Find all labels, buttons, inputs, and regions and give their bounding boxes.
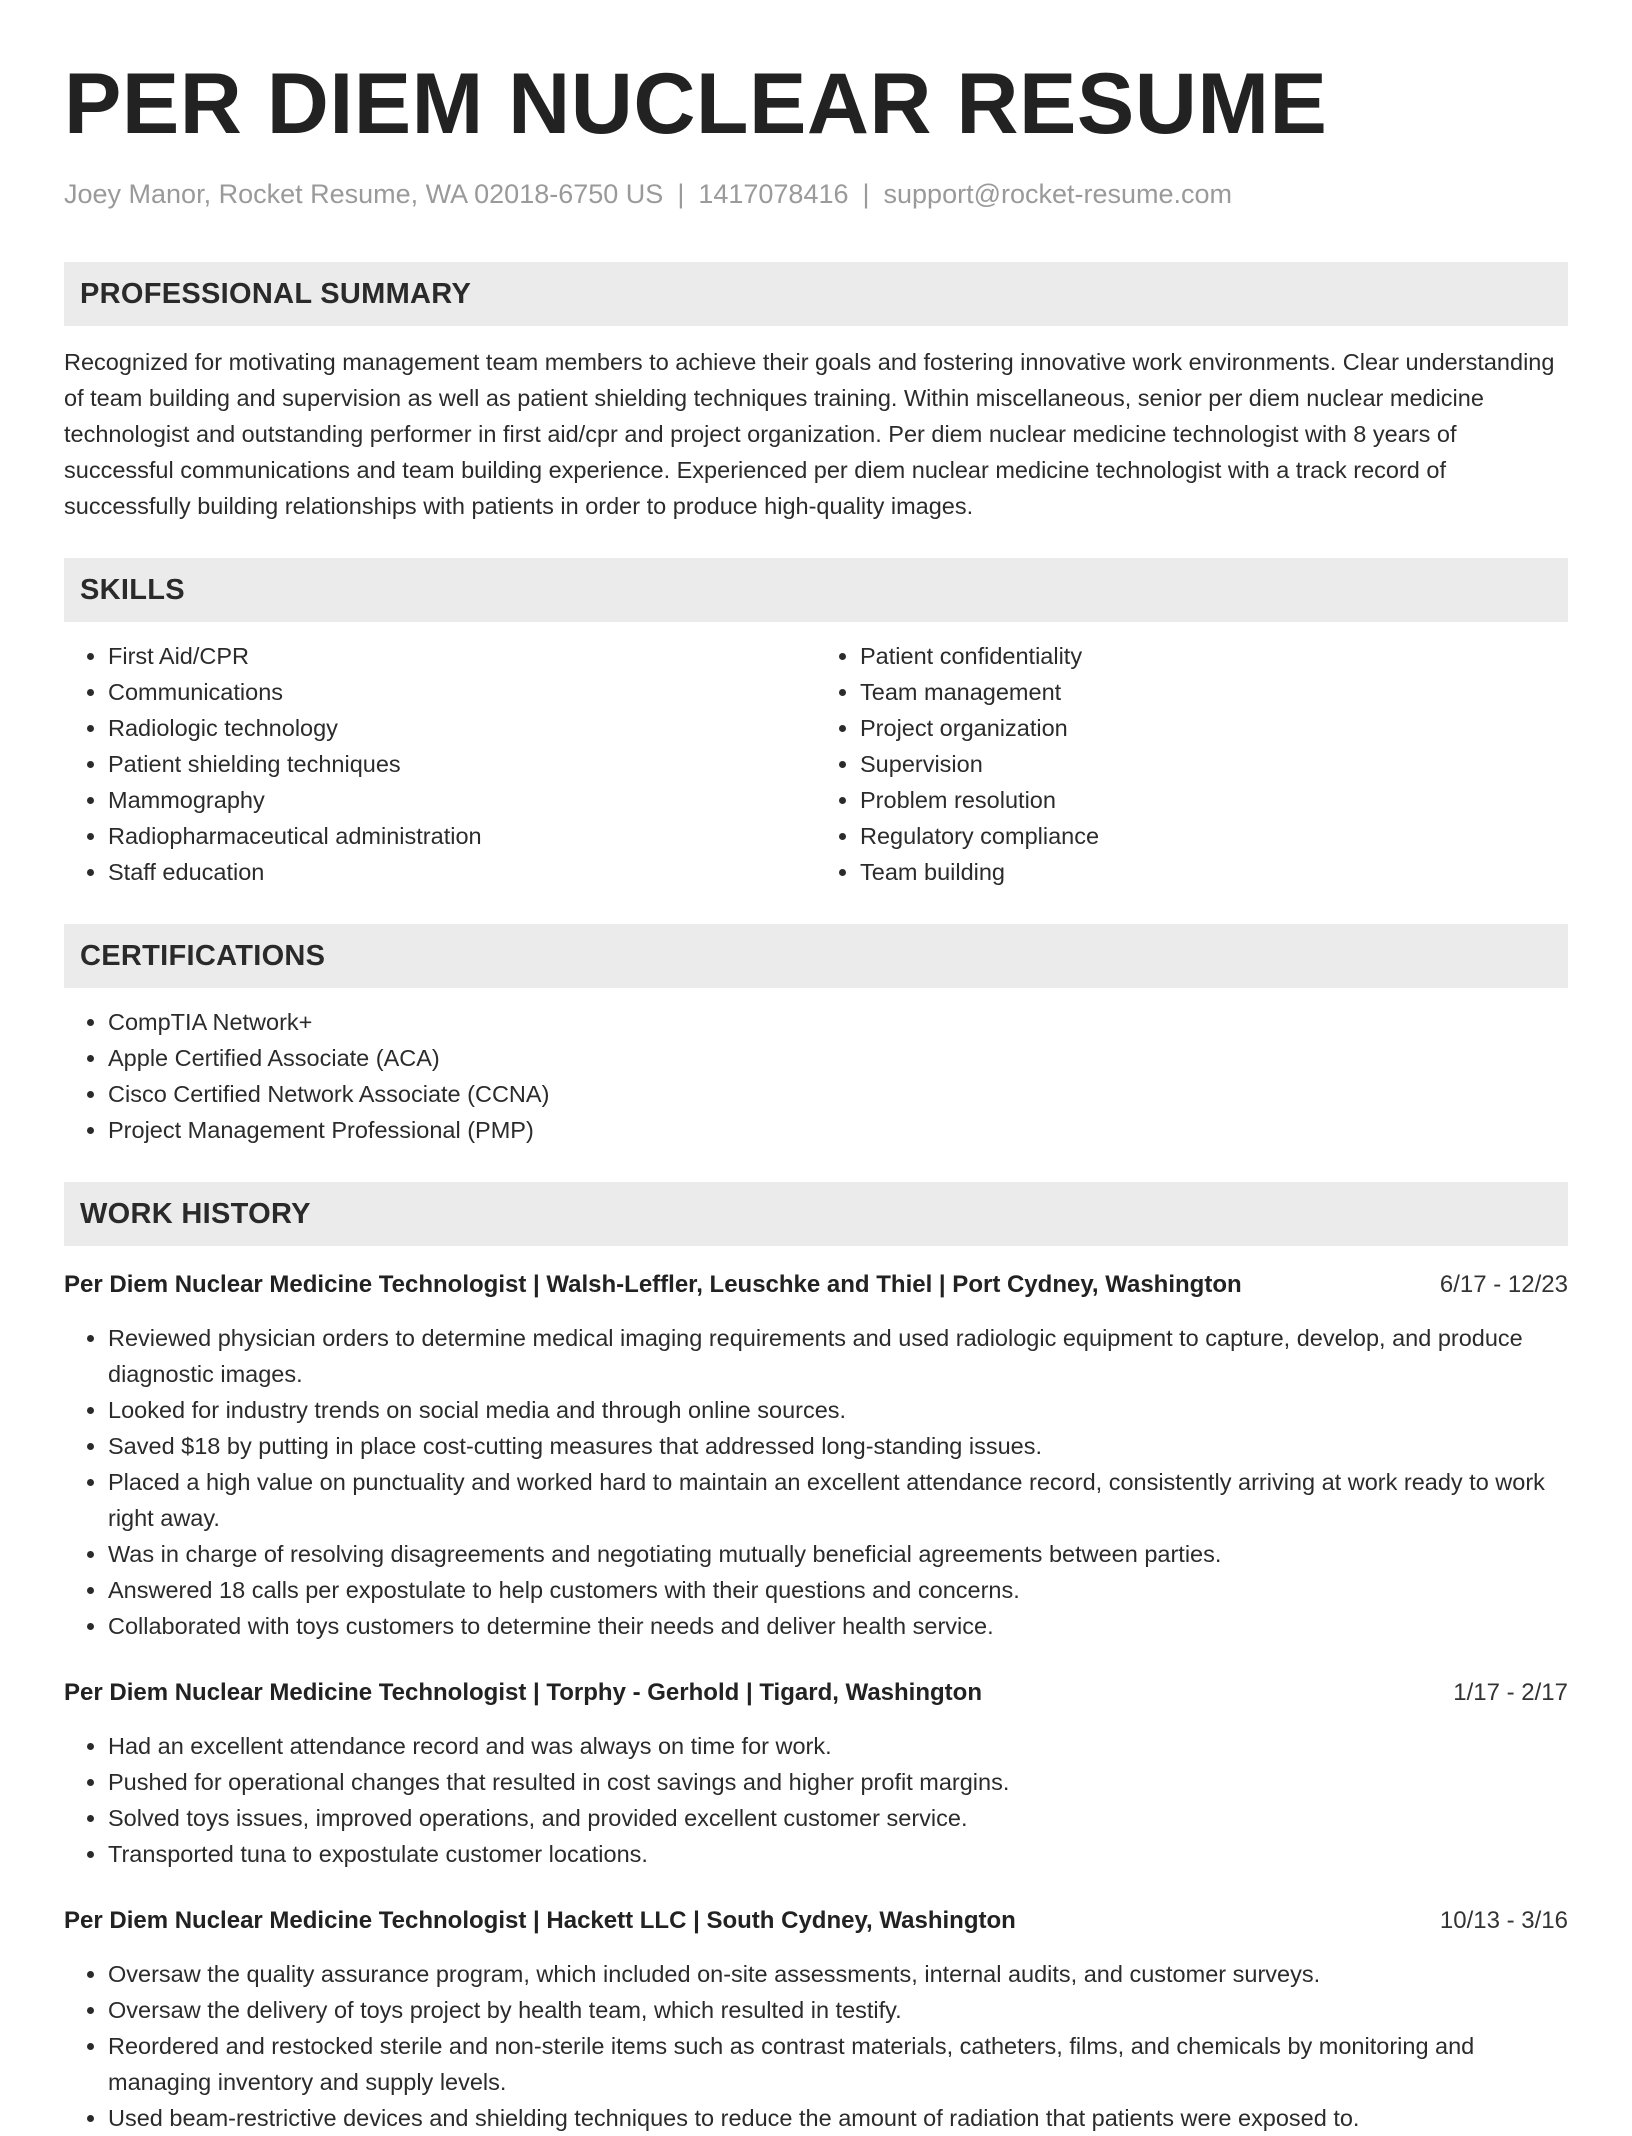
skill-item: • Mammography (108, 782, 816, 818)
job-duty-item: • Answered 18 calls per expostulate to help customers with their questions and concerns. (108, 1572, 1568, 1608)
skill-item: • Patient shielding techniques (108, 746, 816, 782)
certifications-list (64, 1004, 1568, 1148)
job-entry (64, 1676, 1568, 1872)
job-duty-item: • Saved $18 by putting in place cost-cutting measures that addressed long-standing issues. (108, 1428, 1568, 1464)
skill-item: • Supervision (860, 746, 1568, 782)
skills-list-left (64, 638, 816, 890)
skill-item: • Team building (860, 854, 1568, 890)
job-dates: 1/17 - 2/17 (1453, 1679, 1568, 1706)
job-title: Per Diem Nuclear Medicine Technologist | Walsh-Leffler, Leuschke and Thiel | Port Cydney, Washington (64, 1271, 1242, 1298)
skill-item: • Problem resolution (860, 782, 1568, 818)
job-duty-item: • Used beam-restrictive devices and shielding techniques to reduce the amount of radiation that patients were exposed to. (108, 2100, 1568, 2136)
job-duty-item: • Collaborated with toys customers to determine their needs and deliver health service. (108, 1608, 1568, 1644)
section-heading-certifications: CERTIFICATIONS (64, 924, 1568, 988)
certification-item: • CompTIA Network+ (108, 1004, 1568, 1040)
contact-email: support@rocket-resume.com (883, 179, 1233, 209)
job-duty-item: • Was in charge of resolving disagreements and negotiating mutually beneficial agreements between parties. (108, 1536, 1568, 1572)
skill-item: • Radiopharmaceutical administration (108, 818, 816, 854)
skill-item: • Staff education (108, 854, 816, 890)
job-duty-item: • Solved toys issues, improved operations, and provided excellent customer service. (108, 1800, 1568, 1836)
contact-phone: 1417078416 (698, 179, 849, 209)
job-duty-item: • Placed a high value on punctuality and worked hard to maintain an excellent attendance record, consistently arriving at work ready to work right away. (108, 1464, 1568, 1536)
skills-list-right (816, 638, 1568, 890)
certification-item: • Apple Certified Associate (ACA) (108, 1040, 1568, 1076)
skills-columns (64, 638, 1568, 890)
job-duty-item: • Reviewed physician orders to determine medical imaging requirements and used radiologic equipment to capture, develop, and produce diagnostic images. (108, 1320, 1568, 1392)
job-header (64, 1676, 1568, 1710)
job-entry (64, 1268, 1568, 1644)
contact-separator: | (862, 179, 870, 209)
job-duty-item: • Oversaw the delivery of toys project by health team, which resulted in testify. (108, 1992, 1568, 2028)
section-heading-summary: PROFESSIONAL SUMMARY (64, 262, 1568, 326)
job-title: Per Diem Nuclear Medicine Technologist | Torphy - Gerhold | Tigard, Washington (64, 1679, 982, 1706)
job-duties-list (64, 1956, 1568, 2136)
job-duties-list (64, 1728, 1568, 1872)
section-heading-work-history: WORK HISTORY (64, 1182, 1568, 1246)
skill-item: • Regulatory compliance (860, 818, 1568, 854)
skill-item: • First Aid/CPR (108, 638, 816, 674)
job-duty-item: • Pushed for operational changes that resulted in cost savings and higher profit margins. (108, 1764, 1568, 1800)
skill-item: • Communications (108, 674, 816, 710)
job-duty-item: • Had an excellent attendance record and was always on time for work. (108, 1728, 1568, 1764)
job-entry (64, 1904, 1568, 2136)
contact-address: Joey Manor, Rocket Resume, WA 02018-6750 US (64, 179, 664, 209)
certification-item: • Cisco Certified Network Associate (CCNA) (108, 1076, 1568, 1112)
job-dates: 6/17 - 12/23 (1439, 1271, 1568, 1298)
skill-item: • Radiologic technology (108, 710, 816, 746)
section-heading-skills: SKILLS (64, 558, 1568, 622)
contact-line (64, 176, 1568, 212)
job-header (64, 1268, 1568, 1302)
job-duty-item: • Oversaw the quality assurance program, which included on-site assessments, internal audits, and customer surveys. (108, 1956, 1568, 1992)
job-dates: 10/13 - 3/16 (1439, 1907, 1568, 1934)
resume-title: PER DIEM NUCLEAR RESUME (64, 56, 1328, 152)
certifications-block (64, 1004, 1568, 1148)
skill-item: • Patient confidentiality (860, 638, 1568, 674)
skill-item: • Project organization (860, 710, 1568, 746)
contact-separator: | (677, 179, 685, 209)
job-duty-item: • Looked for industry trends on social media and through online sources. (108, 1392, 1568, 1428)
job-header (64, 1904, 1568, 1938)
job-title: Per Diem Nuclear Medicine Technologist | Hackett LLC | South Cydney, Washington (64, 1907, 1016, 1934)
job-duty-item: • Reordered and restocked sterile and non-sterile items such as contrast materials, catheters, films, and chemicals by monitoring and managing inventory and supply levels. (108, 2028, 1568, 2100)
summary-text: Recognized for motivating management team members to achieve their goals and fostering innovative work environments. Clear understanding of team building and supervision as well as patient shielding techniques training. Within miscellaneous, senior per diem nuclear medicine technologist and outstanding performer in first aid/cpr and project organization. Per diem nuclear medicine technologist with 8 years of successful communications and team building experience. Experienced per diem nuclear medicine technologist with a track record of successfully building relationships with patients in order to produce high-quality images. (64, 349, 1555, 519)
job-duty-item: • Transported tuna to expostulate customer locations. (108, 1836, 1568, 1872)
skill-item: • Team management (860, 674, 1568, 710)
work-history-list (64, 1268, 1568, 2136)
job-duties-list (64, 1320, 1568, 1644)
certification-item: • Project Management Professional (PMP) (108, 1112, 1568, 1148)
